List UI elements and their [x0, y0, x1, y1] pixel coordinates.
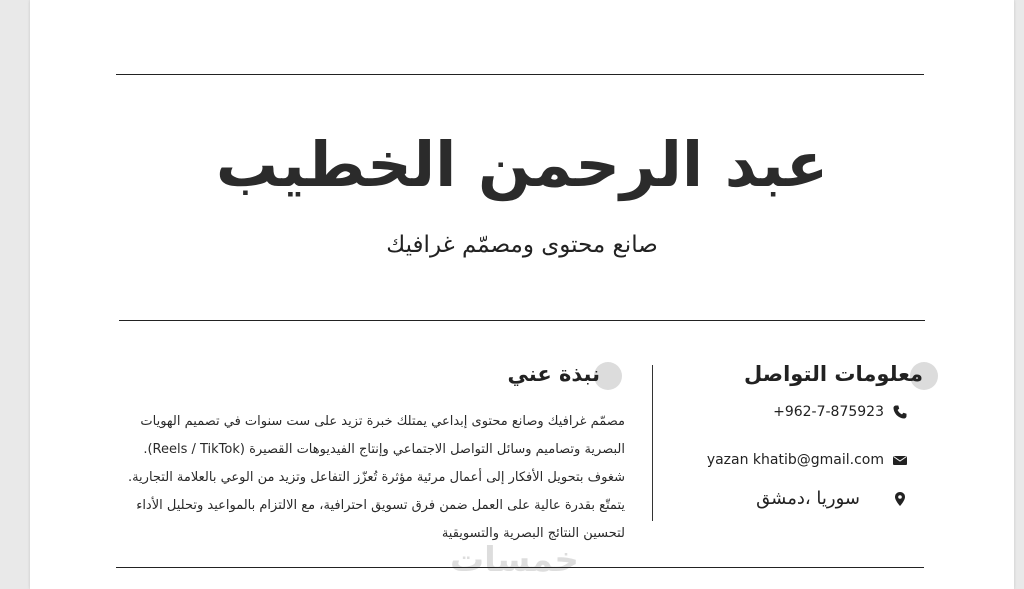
- about-line: مصمّم غرافيك وصانع محتوى إبداعي يمتلك خبرة تزيد على ست سنوات في تصميم الهويات: [140, 414, 625, 429]
- contact-phone-row: [773, 404, 908, 420]
- contact-section-title: معلومات التواصل: [744, 362, 923, 386]
- contact-email-row: [707, 452, 908, 468]
- middle-divider: [119, 320, 925, 321]
- address-text: سوريا ،دمشق: [756, 488, 860, 509]
- top-divider: [116, 74, 924, 75]
- contact-address-row: [756, 488, 908, 509]
- about-paragraph: [70, 408, 625, 548]
- about-line: يتمتّع بقدرة عالية على العمل ضمن فرق تسويق احترافية، مع الالتزام بالمواعيد وتحليل الأداء: [136, 498, 625, 513]
- bottom-divider: [116, 567, 924, 568]
- email-address[interactable]: yazan khatib@gmail.com: [706, 452, 884, 468]
- about-line: شغوف بتحويل الأفكار إلى أعمال مرئية مؤثرة تُعزّز التفاعل وتزيد من الوعي بالعلامة التجارية.: [127, 470, 625, 485]
- about-section-title: نبذة عني: [507, 362, 600, 386]
- about-line: البصرية وتصاميم وسائل التواصل الاجتماعي وإنتاج الفيديوهات القصيرة (Reels / TikTok).: [143, 442, 625, 457]
- about-line: لتحسين النتائج البصرية والتسويقية: [441, 526, 625, 541]
- resume-page: [30, 0, 1014, 589]
- job-title: صانع محتوى ومصمّم غرافيك: [386, 232, 658, 258]
- location-pin-icon: [892, 491, 908, 507]
- column-divider: [652, 365, 653, 521]
- email-icon: [892, 452, 908, 468]
- person-name: عبد الرحمن الخطيب: [215, 128, 829, 201]
- phone-number[interactable]: +962-7-875923: [773, 404, 884, 420]
- phone-icon: [892, 404, 908, 420]
- watermark-logo: خمسات: [450, 540, 579, 580]
